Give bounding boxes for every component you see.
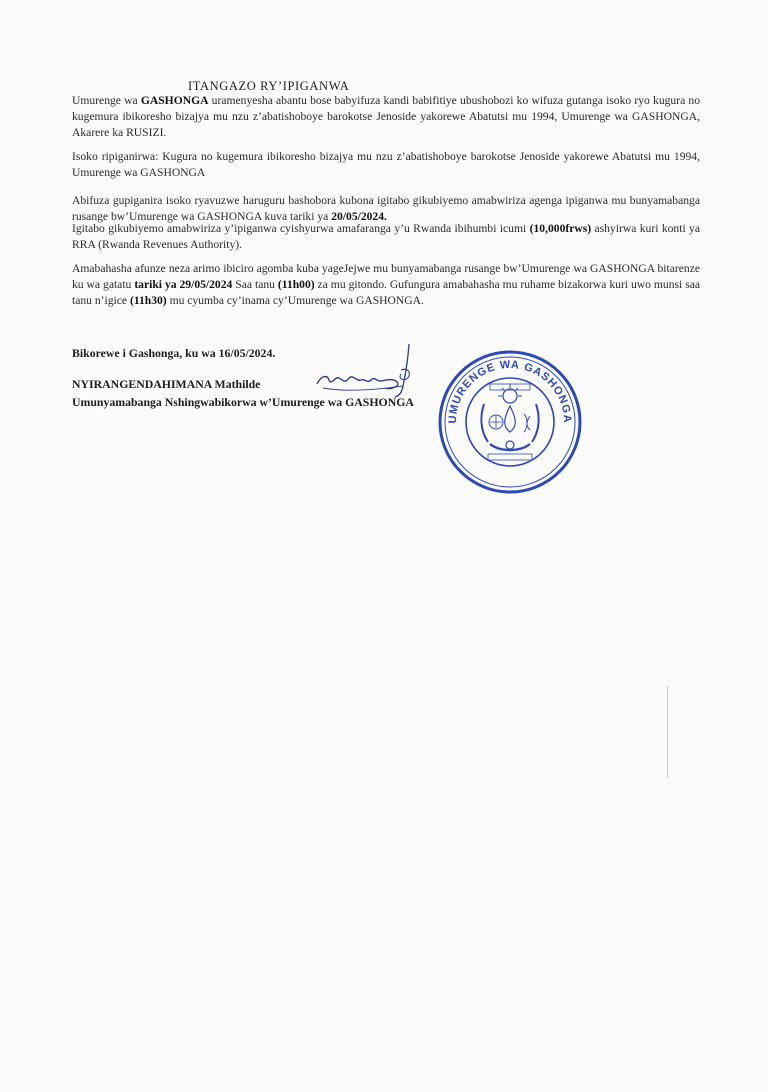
official-stamp (430, 344, 590, 494)
paragraph-text: Amabahasha afunze neza arimo ibiciro agomba kuba yageJejwe mu bunyamabanga rusange bw’Umurenge wa GASHONGA bitarenze ku wa gatatu (72, 262, 700, 291)
paragraph-tender-subject: Isoko ripiganirwa: Kugura no kugemura ibikoresho bizajya mu nzu z’abatishoboye barokotse Jenoside yakorewe Abatutsi mu 1994, Umurenge wa GASHONGA (72, 150, 700, 179)
paragraph-bidding-document (72, 193, 700, 225)
notice-title: ITANGAZO RY’IPIGANWA (188, 79, 350, 93)
deadline-date-bold: tariki ya 29/05/2024 (134, 277, 233, 291)
paragraph-text: Umurenge wa (72, 94, 141, 107)
paragraph-text: Abifuza gupiganira isoko ryavuzwe haruguru bashobora kubona igitabo gikubiyemo amabwiriza agenga ipiganwa mu bunyamabanga rusange bw’Umurenge wa GASHONGA kuva tariki ya (72, 194, 700, 223)
paragraph-submission (72, 261, 700, 308)
paragraph-text: Igitabo gikubiyemo amabwiriza y’ipiganwa cyishyurwa amafaranga y’u Rwanda ibihumbi icumi (72, 222, 530, 235)
paragraph-text: mu cyumba cy’inama cy’Umurenge wa GASHONGA. (166, 293, 424, 307)
paragraph-text: uramenyesha abantu bose babyifuza kandi babifitiye ubushobozi ko wifuza gutanga isoko ryo kugura no kugemura ibikoresho bizajya mu nzu z’abatishoboye barokotse Jenoside yakorewe Abatutsi mu 1994, Umurenge wa GASHONGA, Akarere ka RUSIZI. (72, 94, 701, 139)
issue-date-line: Bikorewe i Gashonga, ku wa 16/05/2024. (72, 346, 276, 360)
paragraph-announcement (72, 93, 700, 140)
sector-name-bold: GASHONGA (140, 94, 209, 107)
opening-time-bold: (11h30) (129, 293, 167, 307)
handwritten-signature (305, 340, 435, 400)
signatory-title: Umunyamabanga Nshingwabikorwa w’Umurenge wa GASHONGA (72, 395, 414, 409)
start-date-bold: 20/05/2024. (331, 209, 387, 223)
fee-amount-bold: (10,000frws) (529, 222, 592, 235)
scan-edge-mark (667, 686, 668, 778)
paragraph-document-fee (72, 221, 700, 253)
deadline-time-bold: (11h00) (277, 277, 315, 291)
paragraph-text: za mu gitondo. Gufungura amabahasha mu ruhame bizakorwa kuri uwo munsi saa tanu n’igice (72, 277, 700, 307)
paragraph-text: Saa tanu (232, 277, 278, 291)
stamp-text: UMURENGE WA GASHONGA (446, 358, 574, 424)
paragraph-text: ashyirwa kuri konti ya RRA (Rwanda Revenues Authority). (72, 222, 700, 251)
signatory-name: NYIRANGENDAHIMANA Mathilde (72, 377, 261, 391)
